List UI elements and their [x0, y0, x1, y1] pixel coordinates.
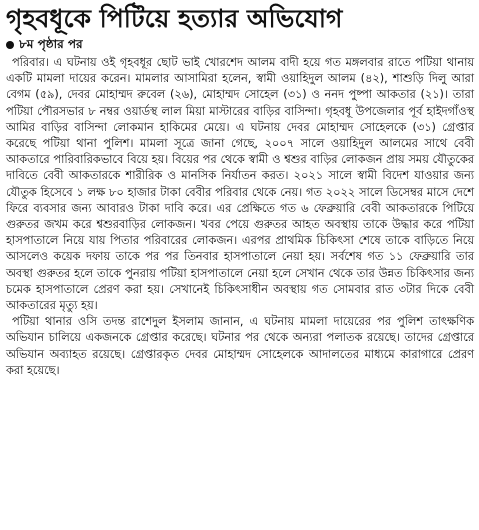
headline: গৃহবধূকে পিটিয়ে হত্যার অভিযোগ: [6, 4, 343, 33]
continued-from-line: [6, 36, 474, 52]
article-paragraph-2: পটিয়া থানার ওসি তদন্ত রাশেদুল ইসলাম জানান, এ ঘটনায় মামলা দায়েরের পর পুলিশ তাৎক্ষণিক অভিযান চালিয়ে একজনকে গ্রেপ্তার করেছে। ঘটনার পর থেকে অন্যরা পলাতক রয়েছে। তাদের গ্রেপ্তারে অভিযান অব্যাহত রয়েছে। গ্রেপ্তারকৃত দেবর মোহাম্মদ সোহেলকে আদালতের মাধ্যমে কারাগারে প্রেরণ করা হয়েছে।: [6, 315, 474, 377]
article-body: [6, 55, 474, 379]
bullet-icon: [6, 41, 14, 49]
article-paragraph-1: পরিবার। এ ঘটনায় ওই গৃহবধূর ছোট ভাই খোরশেদ আলম বাদী হয়ে গত মঙ্গলবার রাতে পটিয়া থানায় একটি মামলা দায়ের করেন। মামলার আসামিরা হলেন, স্বামী ওয়াহিদুল আলম (৪২), শাশুড়ি দিলু আরা বেগম (৫৯), দেবর মোহাম্মদ রুবেল (২৬), মোহাম্মদ সোহেল (৩১) ও ননদ পুষ্পা আকতার (২১)। তারা পটিয়া পৌরসভার ৮ নম্বর ওয়ার্ডস্থ লাল মিয়া মাস্টারের বাড়ির বাসিন্দা। গৃহবধূ উপজেলার পূর্ব হাইদগাঁওস্থ আমির বাড়ির বাসিন্দা লোকমান হাকিমের মেয়ে। এ ঘটনায় দেবর মোহাম্মদ সোহেলকে (৩১) গ্রেপ্তার করেছে পটিয়া থানা পুলিশ। মামলা সূত্রে জানা গেছে, ২০০৭ সালে ওয়াহিদুল আলমের সাথে বেবী আকতারে পারিবারিকভাবে বিয়ে হয়। বিয়ের পর থেকে স্বামী ও শ্বশুর বাড়ির লোকজন প্রায় সময় যৌতুকের দাবিতে বেবী আকতারকে শারীরিক ও মানসিক নির্যাতন করত। ২০২১ সালে স্বামী বিদেশ যাওয়ার জন্য যৌতুক হিসেবে ১ লক্ষ ৮০ হাজার টাকা বেবীর পরিবার থেকে নেয়। গত ২০২২ সালে ডিসেম্বর মাসে দেশে ফিরে ব্যবসার জন্য আবারও টাকা দাবি করে। এর প্রেক্ষিতে গত ৬ ফেব্রুয়ারি বেবী আকতারকে পিটিয়ে গুরুতর জখম করে শ্বশুরবাড়ির লোকজন। খবর পেয়ে গুরুতর আহত অবস্থায় তাকে উদ্ধার করে পটিয়া হাসপাতালে নিয়ে যায় পিতার পরিবারের লোকজন। এরপর প্রাথমিক চিকিৎসা শেষে তাকে বাড়িতে নিয়ে আসলেও কয়েক দফায় তাকে পর পর তিনবার হাসপাতালে নেয়া হয়। সর্বশেষ গত ১১ ফেব্রুয়ারি তার অবস্থা গুরুতর হলে তাকে পুনরায় পটিয়া হাসপাতালে নেয়া হলে সেখান থেকে তার উন্নত চিকিৎসার জন্য চমেক হাসপাতালে প্রেরণ করা হয়। সেখানেই চিকিৎসাধীন অবস্থায় গত সোমবার রাত ৩টার দিকে বেবী আকতারের মৃত্যু হয়।: [6, 56, 475, 313]
news-article: [6, 4, 474, 379]
continued-from-text: ৮ম পৃষ্ঠার পর: [19, 37, 83, 51]
